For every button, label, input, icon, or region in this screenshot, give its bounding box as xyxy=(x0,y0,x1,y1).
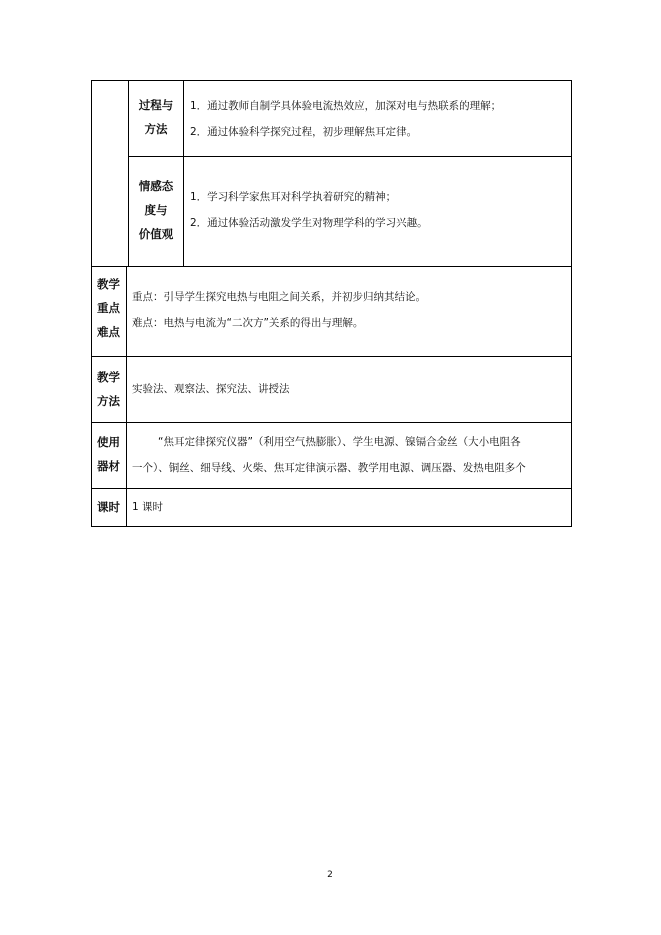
row-divider xyxy=(91,356,572,357)
class-hours-content: 1 课时 xyxy=(132,501,164,513)
list-item: 2．通过体验科学探究过程，初步理解焦耳定律。 xyxy=(190,126,418,138)
equipment-label: 使用 器材 xyxy=(97,435,120,473)
teaching-method-content: 实验法、观察法、探究法、讲授法 xyxy=(132,383,290,395)
row-divider xyxy=(128,156,572,157)
list-item: 2．通过体验活动激发学生对物理学科的学习兴趣。 xyxy=(190,217,428,229)
teaching-focus-label: 教学 重点 难点 xyxy=(97,277,120,339)
emotion-attitude-content xyxy=(190,184,428,236)
page-number: 2 xyxy=(327,870,333,880)
process-method-content xyxy=(190,93,501,145)
process-method-label: 过程与 方法 xyxy=(138,98,174,136)
row-divider xyxy=(91,266,572,267)
teaching-focus-content xyxy=(132,284,426,336)
class-hours-label: 课时 xyxy=(97,500,120,514)
column-divider xyxy=(183,80,184,266)
emotion-attitude-label: 情感态 度与 价值观 xyxy=(138,179,174,241)
list-item: 1．学习科学家焦耳对科学执着研究的精神； xyxy=(190,191,397,203)
difficulty-text: 难点：电热与电流为“二次方”关系的得出与理解。 xyxy=(132,317,364,329)
teaching-method-label: 教学 方法 xyxy=(97,370,120,408)
row-divider xyxy=(91,488,572,489)
equipment-content: “焦耳定律探究仪器”（利用空气热膨胀）、学生电源、镍镉合金丝（大小电阻各 一个）、铜丝、细导线、火柴、焦耳定律演示器、教学用电源、调压器、发热电阻多个 xyxy=(132,436,526,474)
key-point-text: 重点：引导学生探究电热与电阻之间关系，并初步归纳其结论。 xyxy=(132,291,426,303)
column-divider xyxy=(126,266,127,527)
list-item: 1．通过教师自制学具体验电流热效应，加深对电与热联系的理解； xyxy=(190,100,502,112)
row-divider xyxy=(91,422,572,423)
